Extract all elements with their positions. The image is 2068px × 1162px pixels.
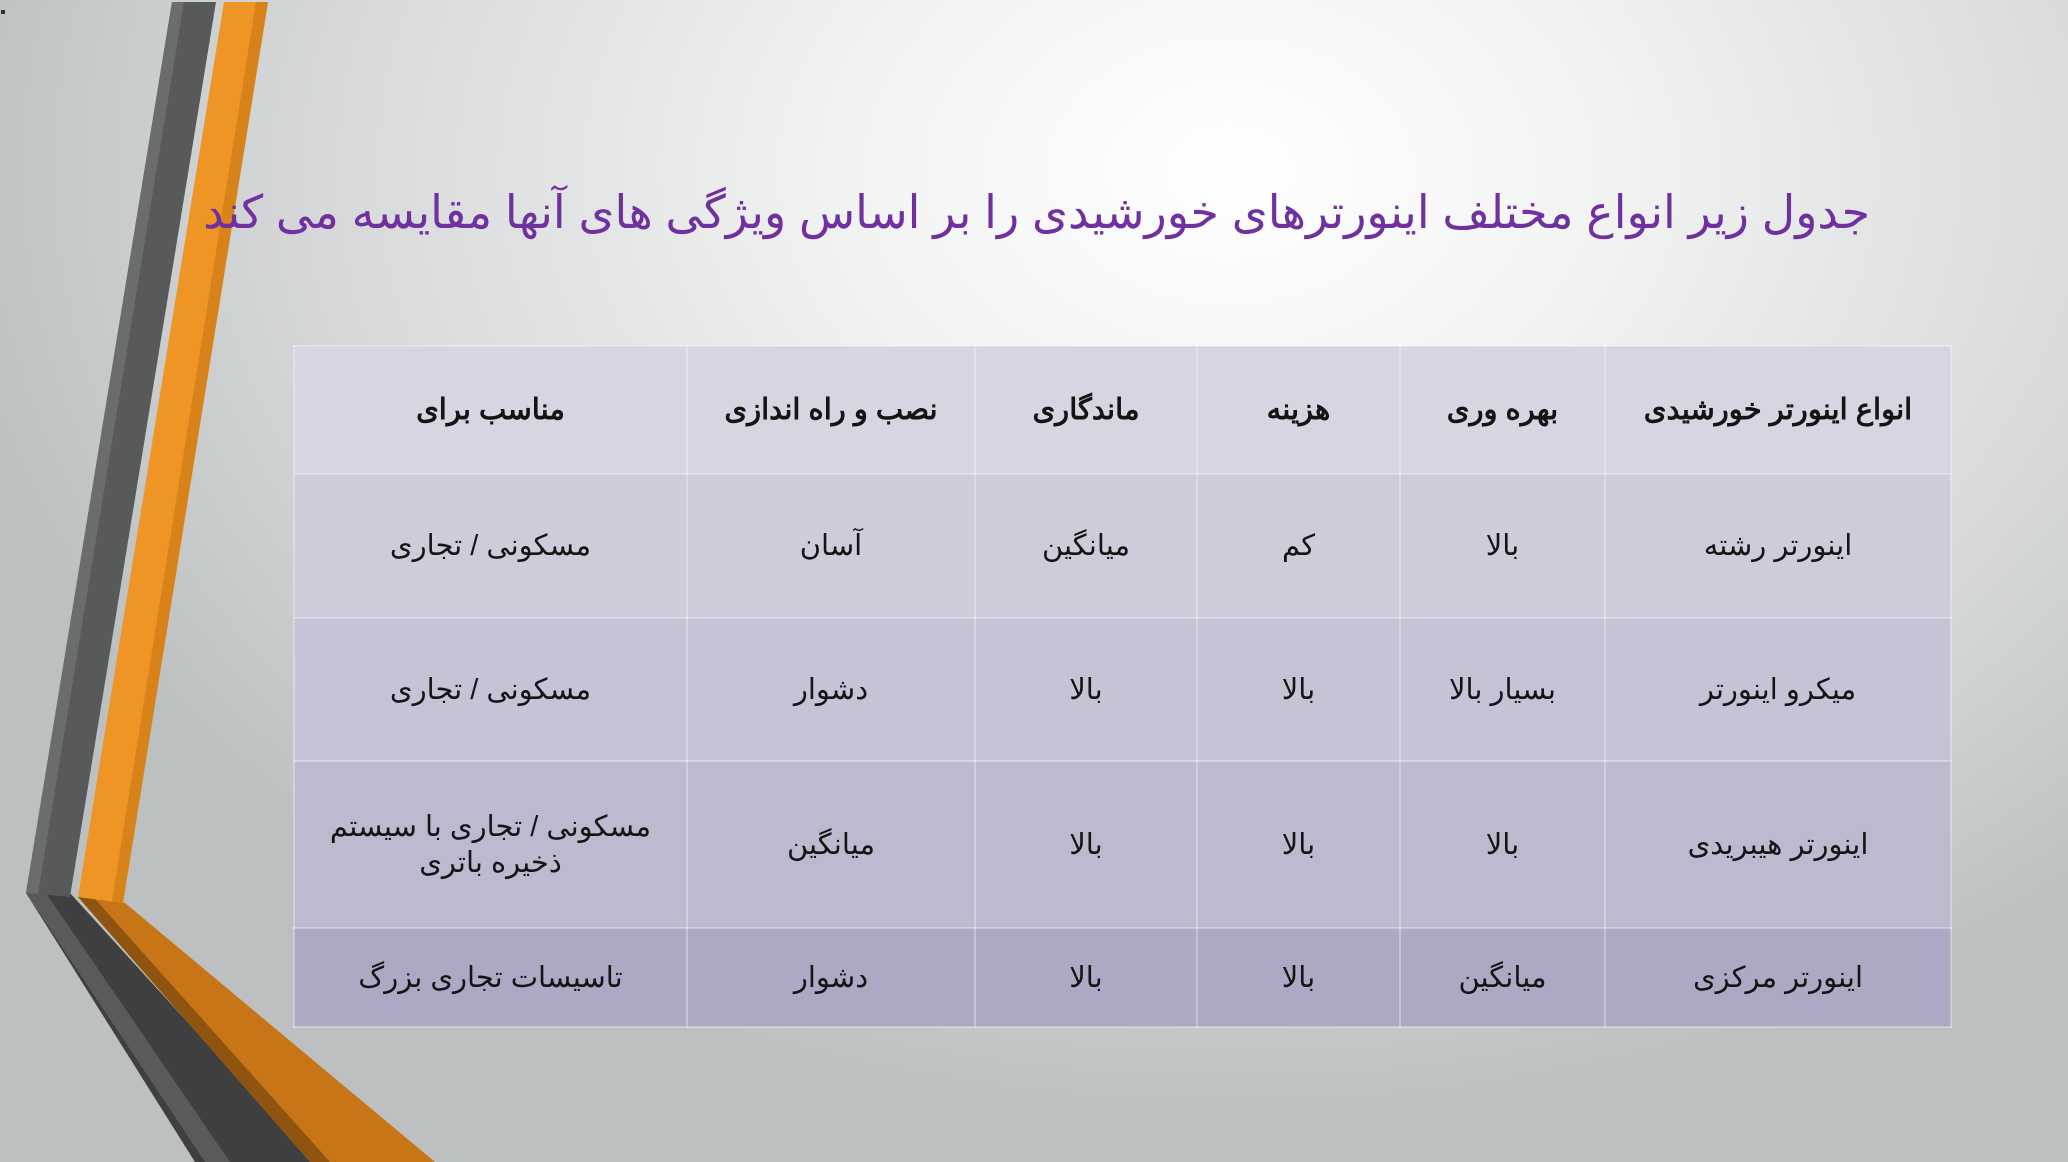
cell-installation: دشوار (687, 618, 975, 761)
cell-installation: آسان (687, 474, 975, 618)
cell-suitable-for: مسکونی / تجاری با سیستم ذخیره باتری (294, 761, 687, 928)
header-inverter-type: انواع اینورتر خورشیدی (1605, 346, 1951, 474)
inverter-comparison-table (293, 345, 1952, 1028)
cell-suitable-for: مسکونی / تجاری (294, 474, 687, 618)
cell-installation: دشوار (687, 928, 975, 1027)
cell-efficiency: بالا (1400, 761, 1605, 928)
cell-installation: میانگین (687, 761, 975, 928)
cell-inverter-type: اینورتر هیبریدی (1605, 761, 1951, 928)
cell-efficiency: بسیار بالا (1400, 618, 1605, 761)
header-installation: نصب و راه اندازی (687, 346, 975, 474)
cell-cost: بالا (1197, 761, 1400, 928)
cell-durability: بالا (975, 928, 1197, 1027)
cell-efficiency: بالا (1400, 474, 1605, 618)
header-suitable-for: مناسب برای (294, 346, 687, 474)
cell-cost: بالا (1197, 928, 1400, 1027)
corner-dot (1, 10, 5, 14)
cell-cost: بالا (1197, 618, 1400, 761)
table-header-row (294, 346, 1951, 474)
header-durability: ماندگاری (975, 346, 1197, 474)
cell-inverter-type: اینورتر رشته (1605, 474, 1951, 618)
comparison-table-container (293, 345, 1950, 1026)
cell-durability: میانگین (975, 474, 1197, 618)
header-cost: هزینه (1197, 346, 1400, 474)
table-row (294, 618, 1951, 761)
cell-suitable-for: مسکونی / تجاری (294, 618, 687, 761)
cell-efficiency: میانگین (1400, 928, 1605, 1027)
cell-inverter-type: اینورتر مرکزی (1605, 928, 1951, 1027)
table-row (294, 928, 1951, 1027)
cell-durability: بالا (975, 618, 1197, 761)
cell-cost: کم (1197, 474, 1400, 618)
table-row (294, 761, 1951, 928)
cell-suitable-for: تاسیسات تجاری بزرگ (294, 928, 687, 1027)
slide-title: جدول زیر انواع مختلف اینورترهای خورشیدی را بر اساس ویژگی های آنها مقایسه می کند (203, 186, 1870, 238)
table-row (294, 474, 1951, 618)
cell-inverter-type: میکرو اینورتر (1605, 618, 1951, 761)
header-efficiency: بهره وری (1400, 346, 1605, 474)
cell-durability: بالا (975, 761, 1197, 928)
